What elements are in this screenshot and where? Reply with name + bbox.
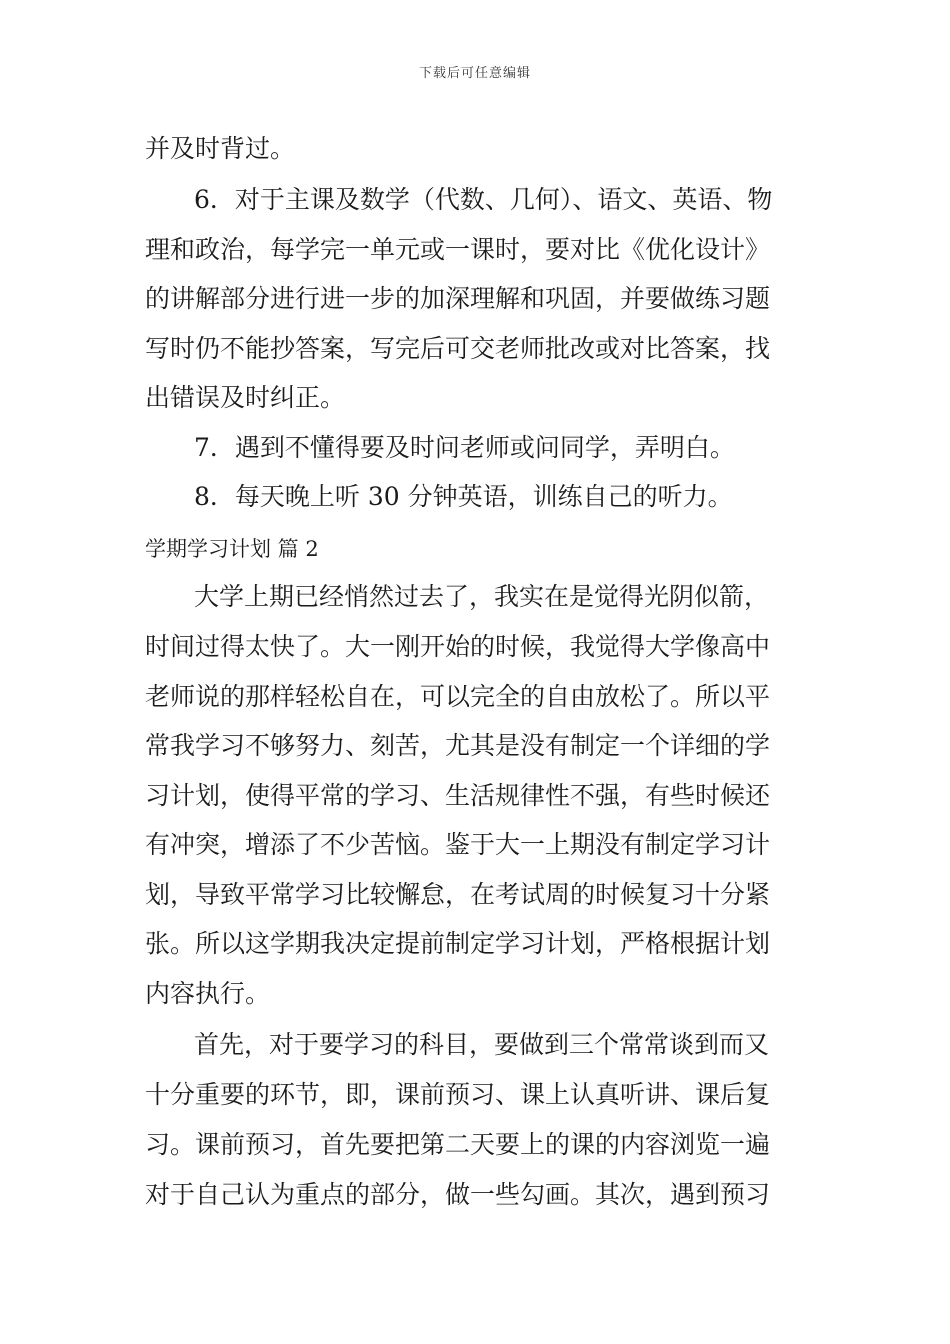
- text-line: 大学上期已经悄然过去了，我实在是觉得光阴似箭，: [194, 582, 770, 611]
- text-line: 内容执行。: [145, 979, 271, 1008]
- text-line: 习。课前预习，首先要把第二天要上的课的内容浏览一遍: [145, 1130, 771, 1159]
- text-line: 对于自己认为重点的部分，做一些勾画。其次，遇到预习: [145, 1180, 771, 1209]
- text-line: 的讲解部分进行进一步的加深理解和巩固，并要做练习题: [145, 284, 771, 313]
- text-line: 老师说的那样轻松自在，可以完全的自由放松了。所以平: [145, 682, 771, 711]
- text-line: 划，导致平常学习比较懈怠，在考试周的时候复习十分紧: [145, 880, 771, 909]
- text-line: 出错误及时纠正。: [145, 383, 346, 412]
- text-line: 习计划，使得平常的学习、生活规律性不强，有些时候还: [145, 781, 771, 810]
- text-line: 理和政治，每学完一单元或一课时，要对比《优化设计》: [145, 235, 771, 264]
- section-title: 学期学习计划 篇 2: [145, 537, 319, 561]
- text-line: 张。所以这学期我决定提前制定学习计划，严格根据计划: [145, 929, 771, 958]
- text-line: 时间过得太快了。大一刚开始的时候，我觉得大学像高中: [145, 632, 771, 661]
- text-line: 7．遇到不懂得要及时问老师或问同学，弄明白。: [194, 433, 735, 462]
- text-line: 十分重要的环节，即，课前预习、课上认真听讲、课后复: [145, 1080, 771, 1109]
- text-line: 写时仍不能抄答案，写完后可交老师批改或对比答案，找: [145, 334, 771, 363]
- text-line: 有冲突，增添了不少苦恼。鉴于大一上期没有制定学习计: [145, 830, 771, 859]
- text-line: 8．每天晚上听 30 分钟英语，训练自己的听力。: [194, 482, 733, 511]
- text-line: 首先，对于要学习的科目，要做到三个常常谈到而又: [194, 1030, 770, 1059]
- text-line: 常我学习不够努力、刻苦，尤其是没有制定一个详细的学: [145, 731, 771, 760]
- text-line: 并及时背过。: [145, 134, 296, 163]
- text-line: 6．对于主课及数学（代数、几何）、语文、英语、物: [194, 185, 773, 214]
- page-header: 下载后可任意编辑: [418, 66, 531, 81]
